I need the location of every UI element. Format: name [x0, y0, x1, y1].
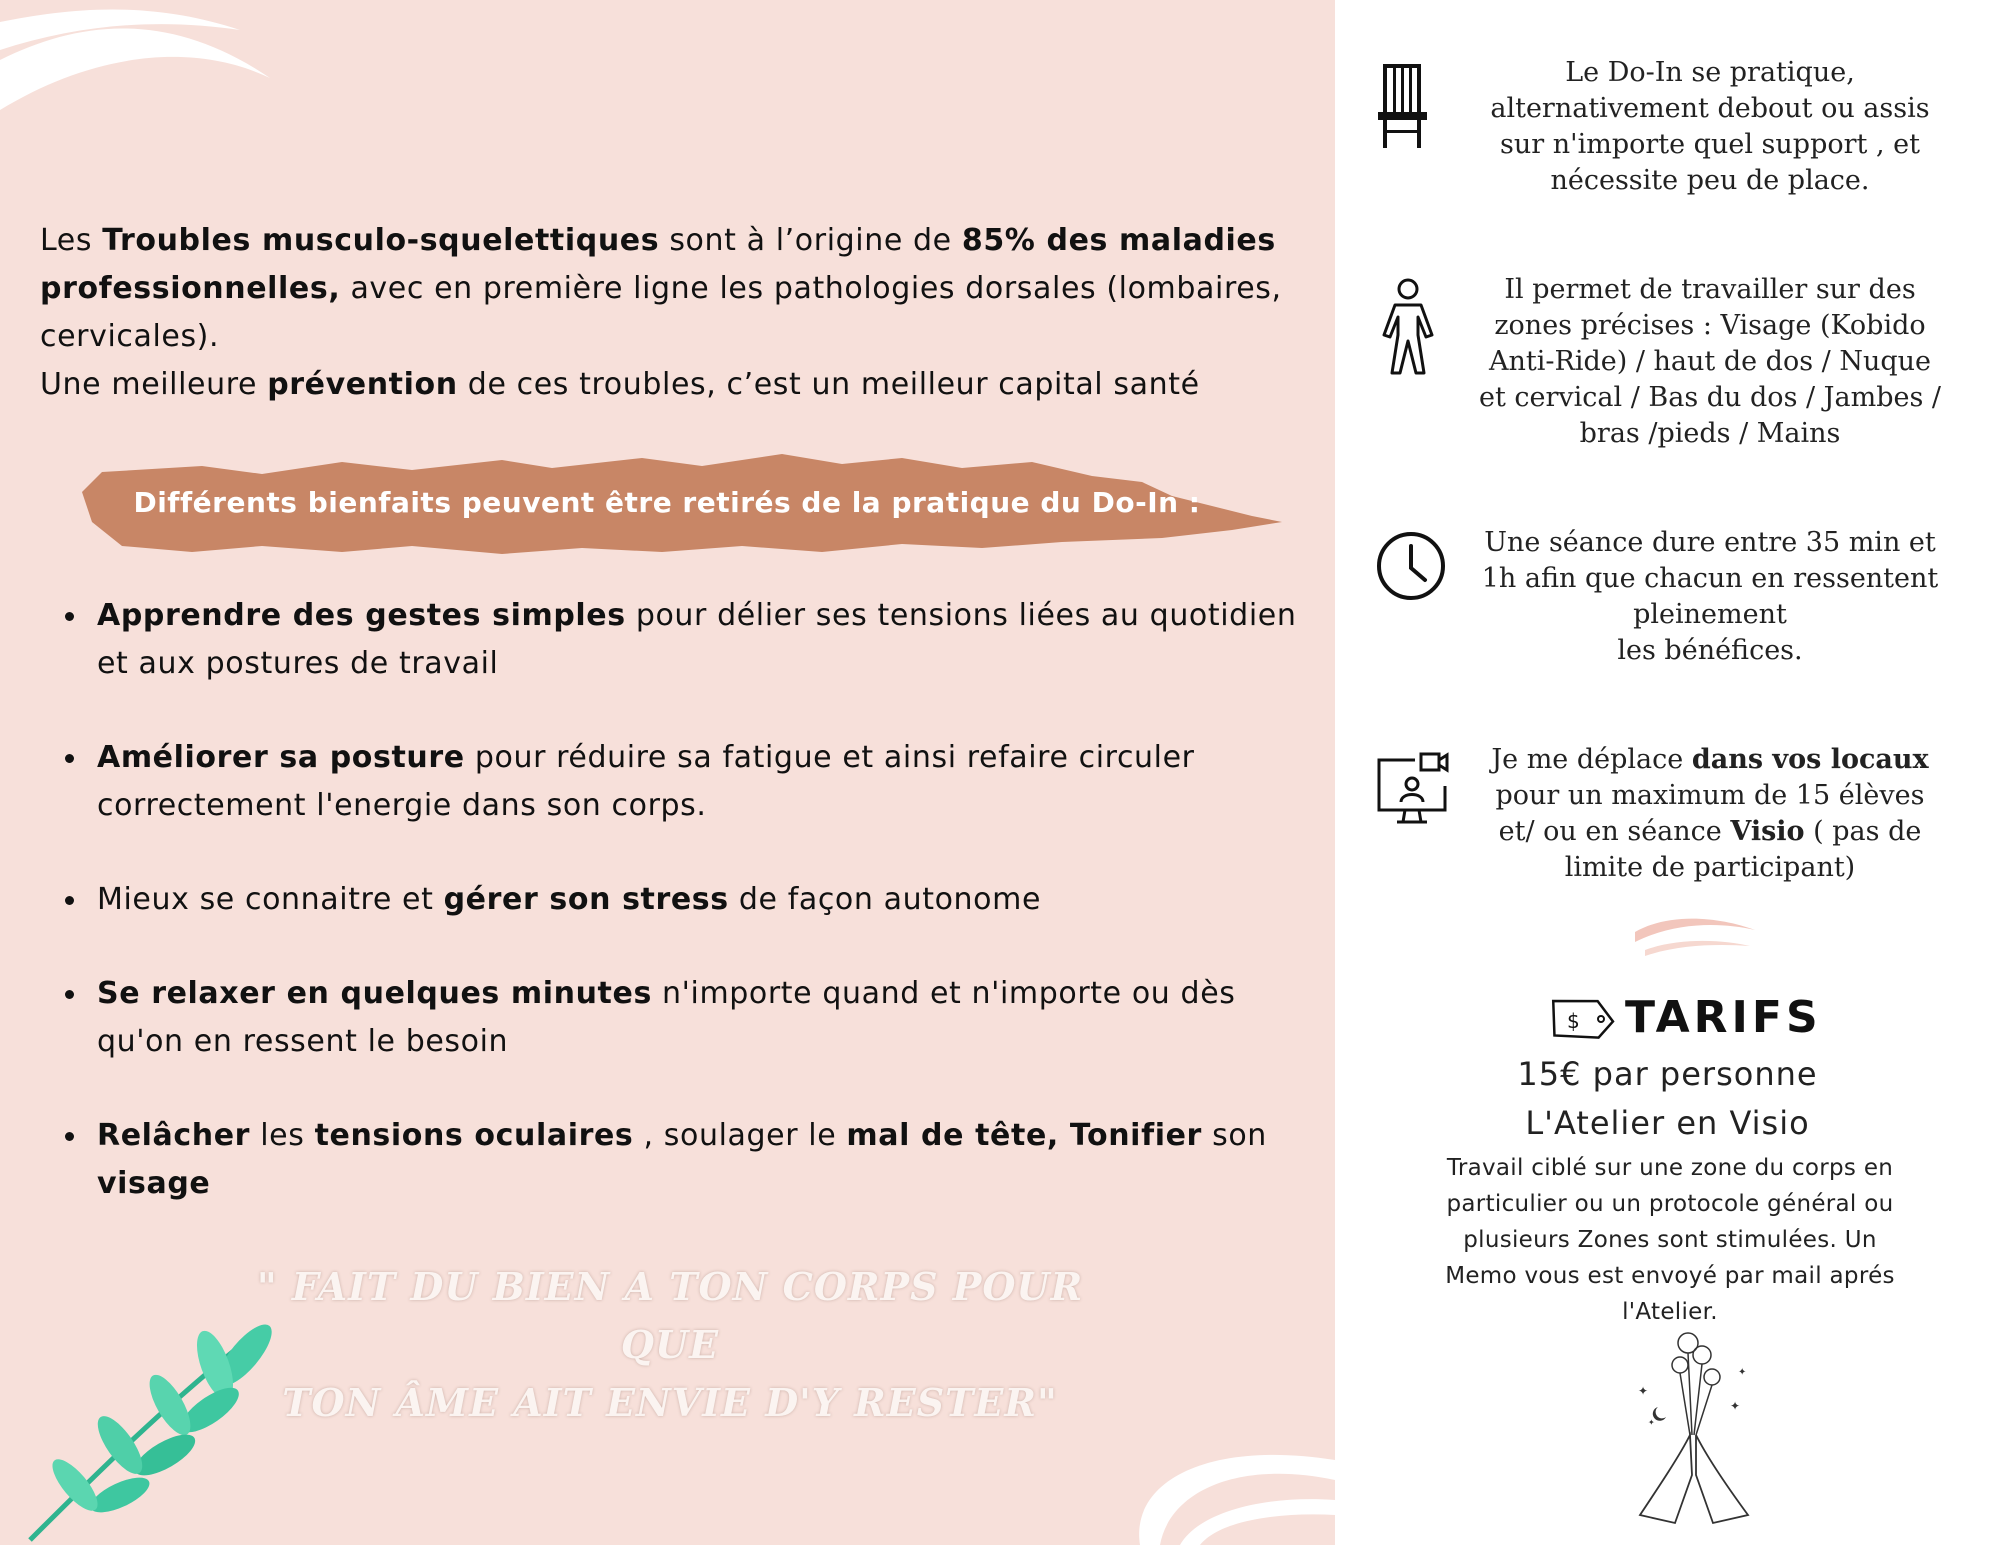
svg-text:✦: ✦ — [1638, 1384, 1649, 1398]
list-item: Se relaxer en quelques minutes n'importe quand et n'importe ou dès qu'on en ressent le besoin — [97, 970, 1327, 1066]
svg-text:✦: ✦ — [1738, 1367, 1747, 1378]
price-tag-icon — [1545, 995, 1617, 1043]
banner-label: Différents bienfaits peuvent être retirés de la pratique du Do-In : — [133, 485, 1201, 519]
person-icon — [1378, 277, 1438, 377]
quote-line-1: " FAIT DU BIEN A TON CORPS POUR QUE — [256, 1264, 1084, 1367]
list-item: Mieux se connaitre et gérer son stress de façon autonome — [97, 876, 1327, 924]
tarifs-title: TARIFS — [1625, 992, 1822, 1043]
price-per-person: 15€ par personne — [1517, 1055, 1818, 1093]
decorative-swoosh-bottom — [1120, 1400, 1335, 1545]
svg-text:$: $ — [1567, 1009, 1580, 1033]
feature-text: Je me déplace dans vos locaux pour un maximum de 15 élèves et/ ou en séance Visio ( pas de limite de participant) — [1491, 744, 1929, 883]
feature-duration — [1335, 525, 2000, 675]
decorative-swoosh-top — [0, 0, 290, 130]
feature-text: Il permet de travailler sur des zones précises : Visage (Kobido Anti-Ride) / haut de dos / Nuque et cervical / Bas du dos / Jambes / bras /pieds / Mains — [1478, 274, 1942, 449]
chair-icon — [1375, 60, 1430, 150]
intro-paragraph: Les Troubles musculo-squelettiques sont à l’origine de 85% des maladies professionnelles, avec en première ligne les pathologies dorsales (lombaires, cervicales). Une meilleure prévention de ces troubles, c’est un meilleur capital santé — [40, 223, 1282, 402]
svg-text:✦: ✦ — [1648, 1418, 1655, 1427]
clock-icon — [1375, 530, 1447, 602]
svg-text:✦: ✦ — [1730, 1399, 1741, 1413]
quote — [220, 1258, 1120, 1432]
right-panel — [1335, 0, 2000, 1545]
tarifs-heading — [1545, 990, 1835, 1046]
price-visio: L'Atelier en Visio — [1525, 1104, 1810, 1142]
leaf-icon — [0, 1310, 290, 1545]
list-item: Apprendre des gestes simples pour délier ses tensions liées au quotidien et aux postures de travail — [97, 592, 1327, 688]
feature-zones — [1335, 272, 2000, 462]
video-call-icon — [1375, 752, 1450, 827]
benefits-banner — [82, 452, 1292, 562]
feature-practice — [1335, 55, 2000, 205]
quote-line-2: TON ÂME AIT ENVIE D'Y RESTER" — [282, 1380, 1058, 1425]
decorative-swoosh — [1630, 912, 1760, 957]
feature-text: Une séance dure entre 35 min et 1h afin que chacun en ressentent pleinement les bénéfices. — [1481, 527, 1939, 666]
feature-location — [1335, 742, 2000, 892]
feature-text: Le Do-In se pratique, alternativement debout ou assis sur n'importe quel support , et nécessite peu de place. — [1490, 57, 1930, 196]
list-item: Améliorer sa posture pour réduire sa fatigue et ainsi refaire circuler correctement l'energie dans son corps. — [97, 734, 1327, 830]
praying-hands-icon — [1630, 1325, 1760, 1530]
tarif-description: Travail ciblé sur une zone du corps en particulier ou un protocole général ou plusieurs Zones sont stimulées. Un Memo vous est envoyé par mail aprés l'Atelier. — [1445, 1155, 1895, 1325]
list-item: Relâcher les tensions oculaires , soulager le mal de tête, Tonifier son visage — [97, 1112, 1327, 1208]
benefits-list — [55, 592, 1327, 1254]
